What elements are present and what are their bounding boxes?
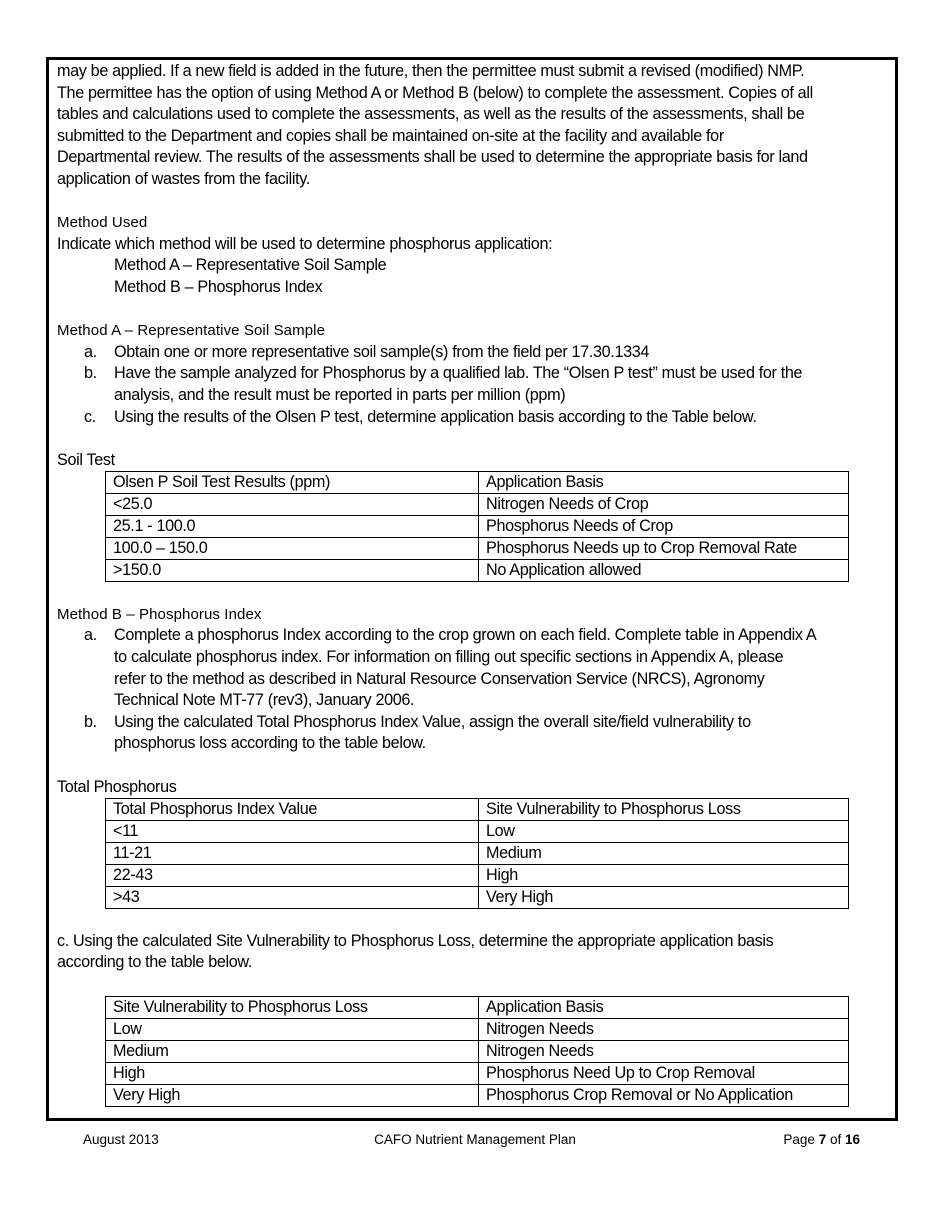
table-row (106, 887, 849, 909)
footer-title: CAFO Nutrient Management Plan (374, 1132, 576, 1147)
total-phosphorus-label: Total Phosphorus (57, 777, 177, 796)
total-phosphorus-table (105, 798, 849, 909)
list-item-text: analysis, and the result must be reported in parts per million (ppm) (114, 385, 566, 404)
table-row (106, 821, 849, 843)
list-item-text: Have the sample analyzed for Phosphorus by a qualified lab. The “Olsen P test” must be used for the (114, 364, 803, 383)
list-marker: a. (84, 626, 97, 645)
table-cell: High (106, 1062, 479, 1084)
list-item-text: to calculate phosphorus index. For information on filling out specific sections in Appendix A, please (114, 648, 784, 667)
table-row (106, 1062, 849, 1084)
table-cell: Very High (479, 887, 849, 909)
table-cell: Low (479, 821, 849, 843)
table-header-cell: Site Vulnerability to Phosphorus Loss (479, 799, 849, 821)
document-body (57, 61, 891, 1107)
table-header-row (106, 799, 849, 821)
table-cell: 22-43 (106, 865, 479, 887)
list-marker: c. (84, 407, 96, 426)
table-cell: Nitrogen Needs (479, 1040, 849, 1062)
list-marker: b. (84, 712, 97, 731)
table-row (106, 843, 849, 865)
content-frame (46, 57, 898, 1121)
table-cell: 100.0 – 150.0 (106, 538, 479, 560)
method-b-heading: Method B – Phosphorus Index (57, 605, 262, 623)
list-item-text: phosphorus loss according to the table below. (114, 734, 426, 753)
soil-test-label: Soil Test (57, 450, 115, 469)
intro-line: The permittee has the option of using Method A or Method B (below) to complete the assessment. Copies of all (57, 83, 813, 102)
table-cell: Nitrogen Needs (479, 1018, 849, 1040)
table-cell: Phosphorus Needs of Crop (479, 516, 849, 538)
page-footer (0, 1132, 950, 1152)
step-c-line: according to the table below. (57, 953, 253, 972)
table-row (106, 516, 849, 538)
method-option-b[interactable]: Method B – Phosphorus Index (114, 277, 323, 296)
step-c-paragraph (57, 931, 891, 974)
table-cell: 11-21 (106, 843, 479, 865)
list-item (57, 407, 891, 429)
table-cell: High (479, 865, 849, 887)
table-cell: Phosphorus Need Up to Crop Removal (479, 1062, 849, 1084)
table-header-row (106, 996, 849, 1018)
method-a-heading: Method A – Representative Soil Sample (57, 322, 326, 340)
table-header-row (106, 472, 849, 494)
page-number (783, 1132, 860, 1147)
table-row (106, 865, 849, 887)
table-cell: 25.1 - 100.0 (106, 516, 479, 538)
intro-line: tables and calculations used to complete the assessments, as well as the results of the assessments, shall be (57, 105, 805, 124)
page-current: 7 (818, 1132, 827, 1147)
table-cell: Phosphorus Crop Removal or No Application (479, 1084, 849, 1106)
page-of: of (826, 1132, 845, 1147)
table-cell: Very High (106, 1084, 479, 1106)
footer-date: August 2013 (83, 1132, 159, 1147)
list-item-text: refer to the method as described in Natural Resource Conservation Service (NRCS), Agronomy (114, 669, 765, 688)
table-row (106, 1040, 849, 1062)
page-prefix: Page (783, 1132, 819, 1147)
table-header-cell: Site Vulnerability to Phosphorus Loss (106, 996, 479, 1018)
table-header-cell: Total Phosphorus Index Value (106, 799, 479, 821)
table-row (106, 538, 849, 560)
list-item-text: Complete a phosphorus Index according to the crop grown on each field. Complete table in Appendix A (114, 626, 817, 645)
list-marker: a. (84, 342, 97, 361)
table-header-cell: Olsen P Soil Test Results (ppm) (106, 472, 479, 494)
method-a-steps (57, 342, 891, 428)
table-cell: Phosphorus Needs up to Crop Removal Rate (479, 538, 849, 560)
table-cell: Nitrogen Needs of Crop (479, 494, 849, 516)
list-item-text: Technical Note MT-77 (rev3), January 2006. (114, 691, 415, 710)
list-marker: b. (84, 364, 97, 383)
table-cell: No Application allowed (479, 560, 849, 582)
table-cell: <11 (106, 821, 479, 843)
list-item-text: Using the calculated Total Phosphorus Index Value, assign the overall site/field vulnerability to (114, 712, 751, 731)
table-header-cell: Application Basis (479, 472, 849, 494)
list-item (57, 625, 891, 711)
list-item-text: Obtain one or more representative soil sample(s) from the field per 17.30.1334 (114, 342, 650, 361)
page-total: 16 (844, 1132, 860, 1147)
table-row (106, 1084, 849, 1106)
table-row (106, 560, 849, 582)
table-header-cell: Application Basis (479, 996, 849, 1018)
method-b-steps (57, 625, 891, 755)
table-cell: Medium (479, 843, 849, 865)
table-row (106, 1018, 849, 1040)
vulnerability-table (105, 996, 849, 1107)
method-used-prompt: Indicate which method will be used to determine phosphorus application: (57, 234, 553, 253)
method-option-a[interactable]: Method A – Representative Soil Sample (114, 256, 387, 275)
soil-test-table (105, 471, 849, 582)
table-cell: Low (106, 1018, 479, 1040)
table-cell: >150.0 (106, 560, 479, 582)
list-item (57, 712, 891, 755)
table-cell: <25.0 (106, 494, 479, 516)
intro-line: may be applied. If a new field is added in the future, then the permittee must submit a revised (modified) NMP. (57, 62, 805, 80)
table-row (106, 494, 849, 516)
table-cell: Medium (106, 1040, 479, 1062)
intro-line: submitted to the Department and copies shall be maintained on-site at the facility and available for (57, 126, 724, 145)
step-c-line: c. Using the calculated Site Vulnerability to Phosphorus Loss, determine the appropriate application basis (57, 931, 774, 950)
list-item-text: Using the results of the Olsen P test, determine application basis according to the Table below. (114, 407, 757, 426)
intro-line: Departmental review. The results of the assessments shall be used to determine the appropriate basis for land (57, 148, 808, 167)
list-item (57, 363, 891, 406)
intro-paragraph (57, 61, 891, 191)
list-item (57, 342, 891, 364)
table-cell: >43 (106, 887, 479, 909)
intro-line: application of wastes from the facility. (57, 169, 310, 188)
method-used-heading: Method Used (57, 214, 148, 232)
